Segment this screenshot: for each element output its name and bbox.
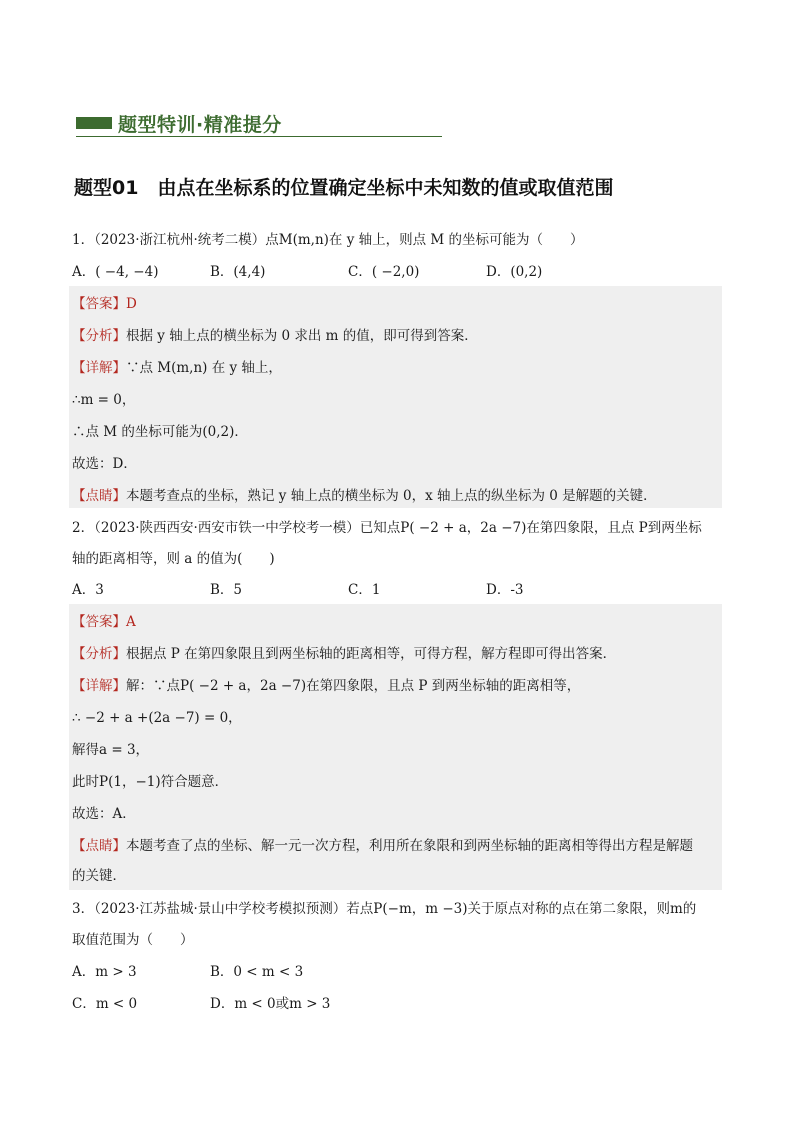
q1-analysis-label: 【分析】 bbox=[72, 328, 126, 344]
q1-option-a: A．( −4, −4) bbox=[72, 264, 159, 280]
q1-answer bbox=[72, 294, 137, 314]
q2-comment-text-2: 的关键． bbox=[72, 868, 126, 884]
q1-detail-text: ∵点 M(m,n) 在 y 轴上， bbox=[126, 360, 282, 376]
q2-answer bbox=[72, 612, 136, 632]
q1-step-1: ∴m = 0， bbox=[72, 392, 136, 408]
q2-option-b: B．5 bbox=[210, 582, 243, 598]
banner-bar bbox=[76, 117, 112, 129]
q2-analysis bbox=[72, 644, 616, 664]
q1-step-2: ∴点 M 的坐标可能为(0,2)． bbox=[72, 424, 248, 440]
banner-title: 题型特训·精准提分 bbox=[118, 114, 282, 136]
q2-option-d: D．-3 bbox=[486, 582, 524, 598]
q1-comment-text: 本题考查点的坐标，熟记 y 轴上点的横坐标为 0，x 轴上点的纵坐标为 0 是解题的关键． bbox=[126, 488, 657, 504]
section-banner bbox=[76, 108, 442, 137]
q2-answer-label: 【答案】 bbox=[72, 614, 126, 630]
q3-option-d: D．m < 0或m > 3 bbox=[210, 996, 331, 1012]
q1-analysis-text: 根据 y 轴上点的横坐标为 0 求出 m 的值，即可得到答案． bbox=[126, 328, 478, 344]
question-2-stem-line-2: 轴的距离相等，则 a 的值为( ) bbox=[72, 551, 275, 567]
q1-detail bbox=[72, 358, 282, 378]
q2-comment bbox=[72, 836, 693, 856]
q2-detail-label: 【详解】 bbox=[72, 678, 126, 694]
q2-analysis-text: 根据点 P 在第四象限且到两坐标轴的距离相等，可得方程，解方程即可得出答案． bbox=[126, 646, 617, 662]
q3-option-a: A．m > 3 bbox=[72, 964, 137, 980]
q1-answer-label: 【答案】 bbox=[72, 296, 126, 312]
q1-option-c: C．( −2,0) bbox=[348, 264, 420, 280]
q1-comment-label: 【点睛】 bbox=[72, 488, 126, 504]
q1-option-d: D．(0,2) bbox=[486, 264, 543, 280]
page-title: 题型01 由点在坐标系的位置确定坐标中未知数的值或取值范围 bbox=[74, 177, 614, 199]
question-3-stem-line-2: 取值范围为（ ） bbox=[72, 932, 194, 948]
q2-comment-label: 【点睛】 bbox=[72, 838, 126, 854]
q1-choose: 故选：D． bbox=[72, 456, 137, 472]
q2-analysis-label: 【分析】 bbox=[72, 646, 126, 662]
q1-comment bbox=[72, 486, 657, 506]
q3-option-c: C．m < 0 bbox=[72, 996, 138, 1012]
q3-option-b: B．0 < m < 3 bbox=[210, 964, 304, 980]
q2-option-a: A．3 bbox=[72, 582, 104, 598]
q2-detail-text: 解：∵点P( −2 + a，2a −7)在第四象限，且点 P 到两坐标轴的距离相等， bbox=[126, 678, 581, 694]
q1-option-b: B．(4,4) bbox=[210, 264, 266, 280]
q2-comment-text-1: 本题考查了点的坐标、解一元一次方程，利用所在象限和到两坐标轴的距离相等得出方程是解题 bbox=[126, 838, 693, 854]
question-3-stem-line-1: 3．（2023·江苏盐城·景山中学校考模拟预测）若点P(−m，m −3)关于原点对称的点在第二象限，则m的 bbox=[72, 901, 697, 917]
q2-answer-value: A bbox=[126, 614, 136, 630]
q2-choose: 故选：A． bbox=[72, 806, 136, 822]
question-1-stem: 1．（2023·浙江杭州·统考二模）点M(m,n)在 y 轴上，则点 M 的坐标可能为（ ） bbox=[72, 232, 584, 248]
q1-detail-label: 【详解】 bbox=[72, 360, 126, 376]
q2-step-2: 解得a = 3， bbox=[72, 742, 150, 758]
question-2-stem-line-1: 2．（2023·陕西西安·西安市铁一中学校考一模）已知点P( −2 + a，2a −7)在第四象限，且点 P到两坐标 bbox=[72, 520, 702, 536]
q1-solution-box bbox=[69, 286, 722, 508]
q1-analysis bbox=[72, 326, 478, 346]
q2-step-1: ∴ −2 + a +(2a −7) = 0， bbox=[72, 710, 242, 726]
q1-answer-value: D bbox=[126, 296, 137, 312]
q2-option-c: C．1 bbox=[348, 582, 381, 598]
q2-step-3: 此时P(1，−1)符合题意． bbox=[72, 774, 229, 790]
q2-detail bbox=[72, 676, 580, 696]
